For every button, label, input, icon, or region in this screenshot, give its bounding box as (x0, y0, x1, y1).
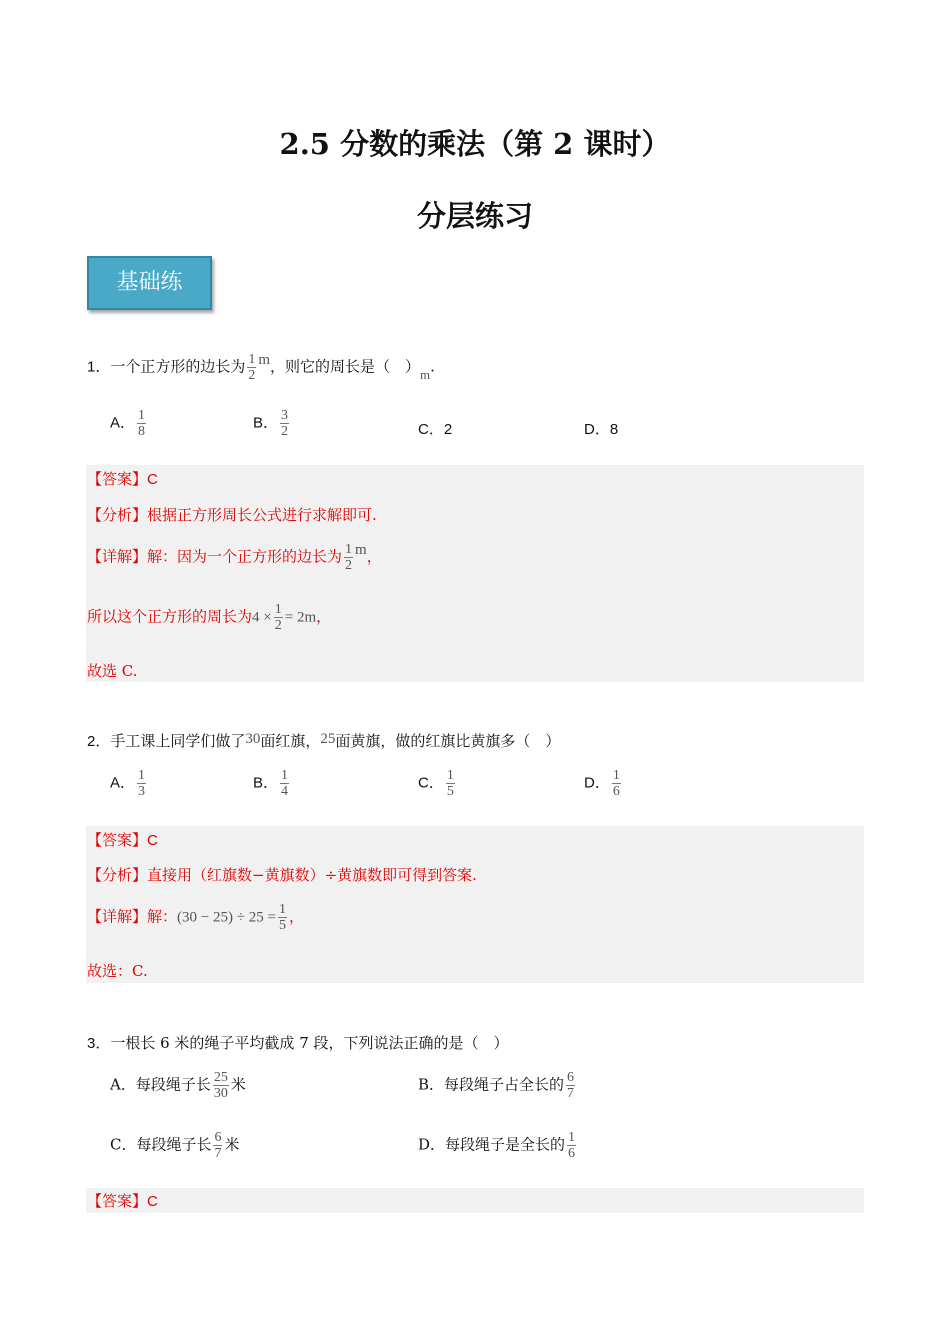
q1-option-b[interactable]: B． $\frac{3}{2}$ (253, 408, 289, 439)
q1-detail-line-2: 所以这个正方形的周长为4 × $\frac{1}{2}$ = 2m， (87, 602, 332, 633)
page-subtitle: 分层练习 (416, 199, 533, 233)
fraction: $\frac{6}{7}$ (567, 1070, 575, 1101)
q1-option-d[interactable]: D．8 (584, 421, 619, 438)
q1-answer: 【答案】C (87, 470, 158, 488)
q1-option-a[interactable]: A． $\frac{1}{8}$ (110, 408, 146, 439)
q2-option-b[interactable]: B． $\frac{1}{4}$ (253, 768, 289, 799)
q3-option-b[interactable]: B．每段绳子占全长的 $\frac{6}{7}$ (418, 1070, 575, 1101)
q3-option-d[interactable]: D．每段绳子是全长的 $\frac{1}{6}$ (418, 1130, 576, 1161)
fraction: $\frac{1}{2}$ (274, 602, 282, 633)
page-title: 2.5 分数的乘法（第 2 课时） (279, 127, 671, 161)
q1-answer-box (86, 465, 864, 682)
fraction: $\frac{1}{5}$ (278, 902, 286, 933)
q3-answer: 【答案】C (87, 1192, 158, 1210)
fraction: $\frac{3}{2}$ (281, 408, 289, 439)
q3-option-c[interactable]: C．每段绳子长 $\frac{6}{7}$ 米 (110, 1130, 240, 1161)
fraction: $\frac{25}{30}$ (213, 1070, 228, 1101)
question-3: 3．一根长 6 米的绳子平均截成 7 段，下列说法正确的是（ ） (87, 1034, 509, 1052)
q2-detail: 【详解】解：(30 − 25) ÷ 25 = $\frac{1}{5}$ ， (87, 902, 304, 933)
q1-conclusion: 故选 C. (87, 662, 138, 680)
q1-detail: 【详解】解：因为一个正方形的边长为 $\frac{1}{2}$ m， (87, 541, 382, 573)
question-1: 1．一个正方形的边长为 $\frac{1}{2}$ m，则它的周长是（ ）m. (87, 351, 435, 383)
q2-analysis: 【分析】直接用（红旗数−黄旗数）÷黄旗数即可得到答案. (87, 866, 477, 884)
q2-answer: 【答案】C (87, 831, 158, 849)
section-badge: 基础练 (87, 256, 212, 310)
fraction: $\frac{1}{3}$ (138, 768, 146, 799)
q2-option-c[interactable]: C． $\frac{1}{5}$ (418, 768, 454, 799)
fraction: $\frac{1}{6}$ (568, 1130, 576, 1161)
fraction: $\frac{1}{8}$ (138, 408, 146, 439)
q2-conclusion: 故选：C. (87, 962, 148, 980)
q2-option-d[interactable]: D． $\frac{1}{6}$ (584, 768, 620, 799)
fraction: $\frac{6}{7}$ (214, 1130, 222, 1161)
fraction: $\frac{1}{6}$ (612, 768, 620, 799)
fraction: $\frac{1}{5}$ (446, 768, 454, 799)
q3-option-a[interactable]: A．每段绳子长 $\frac{25}{30}$ 米 (110, 1070, 246, 1101)
q3-answer-box (86, 1188, 864, 1213)
fraction: $\frac{1}{4}$ (281, 768, 289, 799)
fraction: $\frac{1}{2}$ (345, 542, 353, 573)
q1-analysis: 【分析】根据正方形周长公式进行求解即可. (87, 506, 377, 524)
q2-option-a[interactable]: A． $\frac{1}{3}$ (110, 768, 146, 799)
q1-option-c[interactable]: C．2 (418, 421, 453, 438)
fraction: $\frac{1}{2}$ (248, 352, 256, 383)
question-2: 2．手工课上同学们做了30面红旗，25面黄旗，做的红旗比黄旗多（ ） (87, 731, 561, 750)
